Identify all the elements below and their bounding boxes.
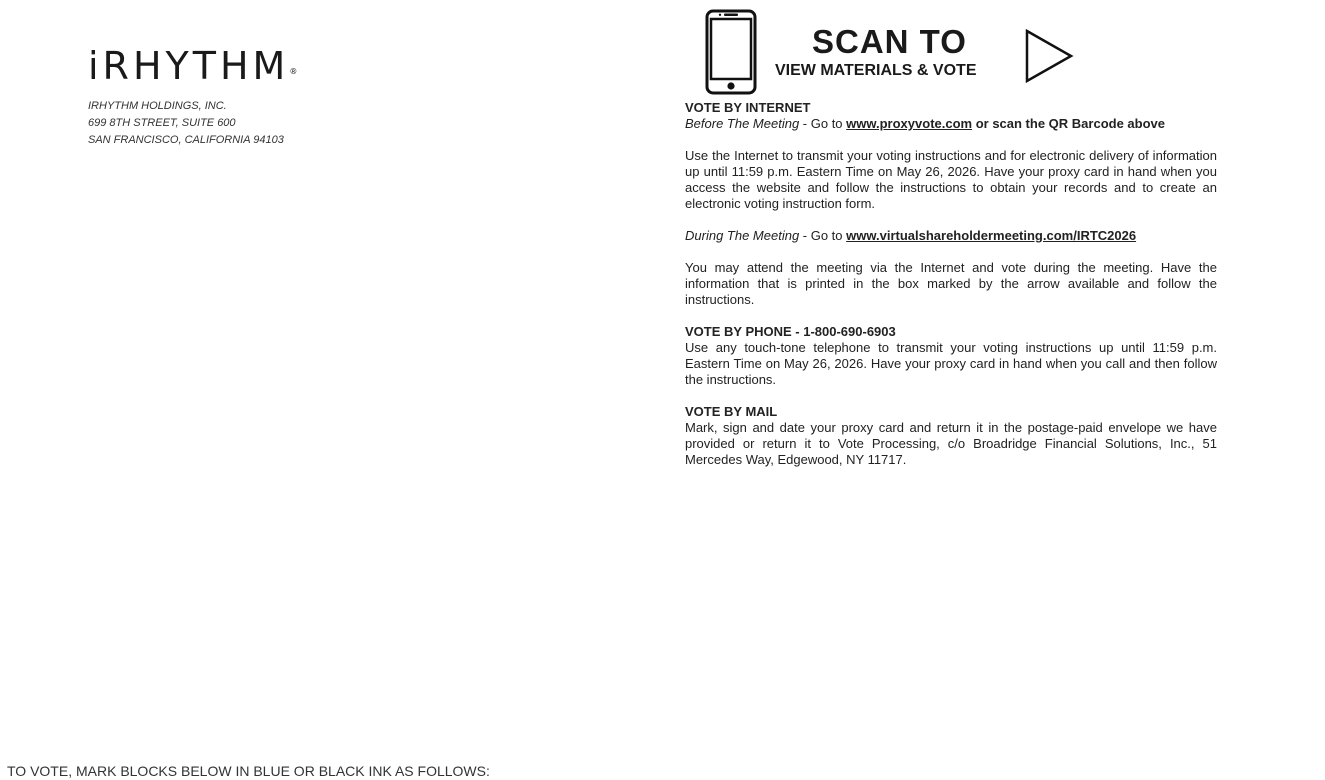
vote-by-internet-heading: VOTE BY INTERNET — [685, 100, 811, 115]
before-meeting-go: - Go to — [799, 116, 847, 131]
proxyvote-link[interactable]: www.proxyvote.com — [846, 116, 973, 131]
qr-barcode-note: or scan the QR Barcode above — [972, 116, 1165, 131]
before-meeting-line — [685, 116, 1217, 132]
phone-paragraph: Use any touch-tone telephone to transmit your voting instructions up until 11:59 p.m. Eastern Time on May 26, 2026. Have your proxy card in hand when you call and then follow the instructions. — [685, 340, 1217, 387]
scan-title: SCAN TO — [812, 23, 967, 60]
address-line-company: IRHYTHM HOLDINGS, INC. — [88, 100, 227, 112]
company-address — [88, 98, 284, 149]
virtual-meeting-link[interactable]: www.virtualshareholdermeeting.com/IRTC2026 — [846, 228, 1137, 243]
voting-instructions — [685, 100, 1217, 468]
company-logo — [88, 44, 297, 88]
registered-mark: ® — [289, 67, 298, 76]
vote-by-mail-heading: VOTE BY MAIL — [685, 404, 778, 419]
address-line-city: SAN FRANCISCO, CALIFORNIA 94103 — [88, 134, 284, 146]
mail-paragraph: Mark, sign and date your proxy card and return it in the postage-paid envelope we have provided or return it to Vote Processing, c/o Broadridge Financial Solutions, Inc., 51 Mercedes Way, Edgewood, NY 11717. — [685, 420, 1217, 467]
play-arrow-icon — [1024, 28, 1074, 84]
during-meeting-go: - Go to — [799, 228, 847, 243]
during-meeting-paragraph: You may attend the meeting via the Internet and vote during the meeting. Have the information that is printed in the box marked by the arrow available and follow the instructions. — [685, 260, 1217, 307]
company-logo-text: iRHYTHM — [88, 44, 290, 88]
scan-subtitle: VIEW MATERIALS & VOTE — [775, 62, 977, 79]
address-line-street: 699 8TH STREET, SUITE 600 — [88, 117, 236, 129]
during-meeting-label: During The Meeting — [685, 228, 800, 243]
internet-paragraph: Use the Internet to transmit your voting instructions and for electronic delivery of information up until 11:59 p.m. Eastern Time on May 26, 2026. Have your proxy card in hand when you access the website and follow the instructions to obtain your records and to create an electronic voting instruction form. — [685, 148, 1217, 211]
vote-marking-instruction: TO VOTE, MARK BLOCKS BELOW IN BLUE OR BLACK INK AS FOLLOWS: — [7, 763, 490, 779]
before-meeting-label: Before The Meeting — [685, 116, 800, 131]
smartphone-icon — [705, 9, 757, 95]
vote-by-phone-heading: VOTE BY PHONE - 1-800-690-6903 — [685, 324, 896, 339]
during-meeting-line — [685, 228, 1217, 244]
